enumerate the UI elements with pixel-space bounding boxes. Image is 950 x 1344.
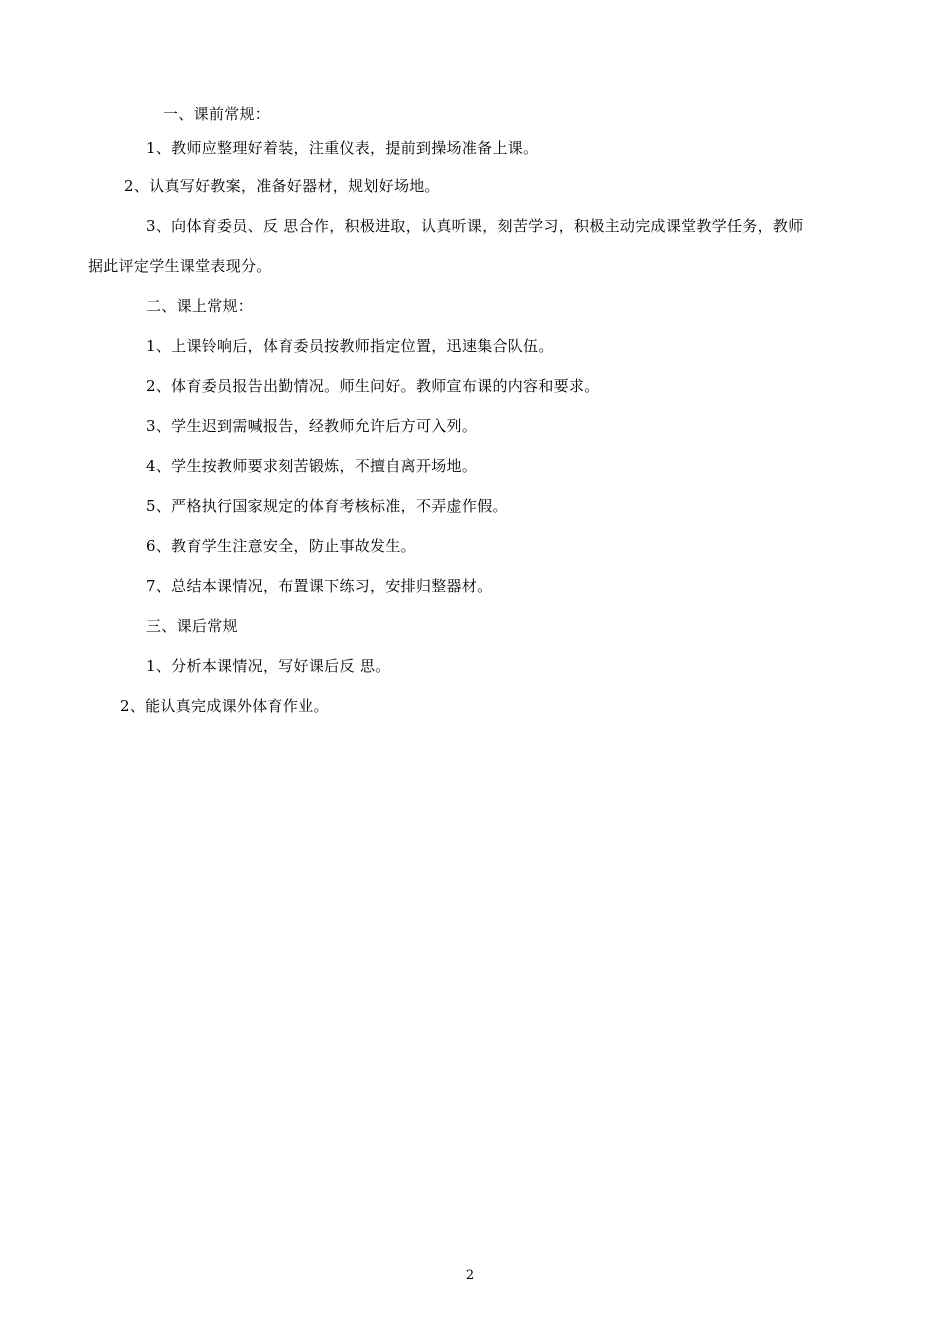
paragraph-in-class-3: 3、学生迟到需喊报告，经教师允许后方可入列。 xyxy=(146,417,478,435)
section-heading-after-class: 三、课后常规 xyxy=(146,617,238,635)
paragraph-after-class-2: 2、能认真完成课外体育作业。 xyxy=(120,697,329,715)
paragraph-in-class-6: 6、教育学生注意安全，防止事故发生。 xyxy=(146,537,416,555)
paragraph-in-class-2: 2、体育委员报告出勤情况。师生问好。教师宣布课的内容和要求。 xyxy=(146,377,600,395)
paragraph-after-class-1: 1、分析本课情况，写好课后反 思。 xyxy=(146,657,391,675)
paragraph-in-class-5: 5、严格执行国家规定的体育考核标准，不弄虚作假。 xyxy=(146,497,508,515)
paragraph-before-class-3-continued: 据此评定学生课堂表现分。 xyxy=(88,257,272,275)
page-number: 2 xyxy=(465,1268,475,1283)
paragraph-before-class-3: 3、向体育委员、反 思合作，积极进取，认真听课，刻苦学习，积极主动完成课堂教学任务，教师 xyxy=(146,217,804,235)
paragraph-in-class-7: 7、总结本课情况，布置课下练习，安排归整器材。 xyxy=(146,577,493,595)
paragraph-in-class-4: 4、学生按教师要求刻苦锻炼，不擅自离开场地。 xyxy=(146,457,478,475)
paragraph-in-class-1: 1、上课铃响后，体育委员按教师指定位置，迅速集合队伍。 xyxy=(146,337,554,355)
paragraph-before-class-1: 1、教师应整理好着装，注重仪表，提前到操场准备上课。 xyxy=(146,139,539,157)
paragraph-before-class-2: 2、认真写好教案，准备好器材，规划好场地。 xyxy=(124,177,440,195)
section-heading-in-class: 二、课上常规： xyxy=(146,297,254,315)
section-heading-before-class: 一、课前常规： xyxy=(163,105,271,123)
